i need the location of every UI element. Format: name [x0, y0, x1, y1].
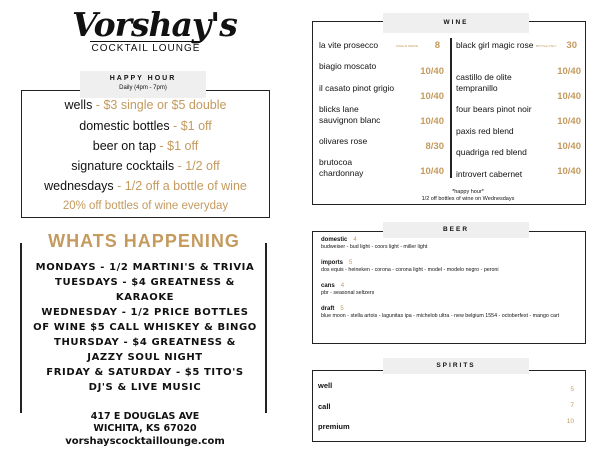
event-line: MONDAYS - 1/2 MARTINI'S & TRIVIA [35, 262, 255, 273]
beer-list: blue moon - stella artois - lagunitas ipa - michelob ultra - new belgium 1554 - octoberfest - mango cart [321, 313, 560, 319]
beer-category: draft 5 [321, 306, 344, 312]
spirit-price: 7 [570, 402, 574, 409]
wine-price: 10/40 [557, 91, 581, 102]
wine-divider [450, 38, 452, 178]
wine-name: castillo de olite tempranillo [456, 72, 512, 93]
happy-hour-item: signature cocktails - 1/2 off [71, 159, 220, 173]
beer-list: budweiser - bud light - coors light - miller light [321, 244, 428, 250]
wine-name: biagio moscato [319, 61, 377, 71]
event-line: OF WINE $5 CALL WHISKEY & BINGO [33, 322, 257, 333]
happy-hour-item: domestic bottles - $1 off [79, 119, 212, 133]
beer-category: imports 5 [321, 260, 353, 266]
spirit-name: premium [318, 422, 350, 431]
wine-price: 10/40 [420, 116, 444, 127]
wine-price: 10/40 [557, 116, 581, 127]
wine-title: WINE [383, 13, 529, 33]
event-line: JAZZY SOUL NIGHT [87, 352, 203, 363]
happy-hour-everyday: 20% off bottles of wine everyday [62, 200, 229, 212]
event-line: KARAOKE [115, 292, 175, 303]
wine-name: paxis red blend [456, 126, 514, 136]
spirits-box [312, 370, 586, 442]
event-line: THURSDAY - $4 GREATNESS & [54, 337, 236, 348]
wine-note-1: *happy hour* [452, 189, 484, 195]
wine-price: 10/40 [557, 141, 581, 152]
wine-name: olivares rose [319, 136, 368, 146]
whats-happening-title: WHATS HAPPENING [48, 231, 240, 251]
wine-name: black girl magic rose [456, 40, 534, 50]
happy-hour-title: HAPPY HOUR [109, 75, 177, 82]
beer-category: domestic 4 [321, 237, 357, 243]
spirit-name: well [318, 381, 333, 390]
happy-hour-item: beer on tap - $1 off [92, 139, 199, 153]
left-divider [20, 243, 22, 413]
wine-price: 10/40 [557, 166, 581, 177]
wine-price: 30 [566, 40, 577, 51]
wine-name: la vite prosecco [319, 40, 379, 50]
wine-name: introvert cabernet [456, 169, 523, 179]
event-line: TUESDAYS - $4 GREATNESS & [55, 277, 235, 288]
spirit-price: 5 [570, 386, 574, 393]
wine-price: 8 [434, 40, 440, 51]
address-line-1: 417 E DOUGLAS AVE [90, 411, 200, 422]
spirit-price: 10 [566, 418, 574, 425]
wine-name: brutocoa chardonnay [319, 157, 364, 178]
beer-list: pbr - seasonal seltzers [321, 290, 375, 296]
wine-price: 10/40 [557, 66, 581, 77]
spirit-name: call [318, 402, 331, 411]
beer-category: cans 4 [321, 283, 345, 289]
event-line: FRIDAY & SATURDAY - $5 TITO'S [46, 367, 244, 378]
address-line-2: WICHITA, KS 67020 [93, 423, 197, 434]
wine-price: 10/40 [420, 166, 444, 177]
wine-note-2: 1/2 off bottles of wine on Wednesdays [421, 196, 515, 202]
wine-price: 8/30 [425, 141, 444, 152]
beer-title: BEER [383, 222, 529, 238]
happy-hour-header [80, 71, 206, 98]
wine-price: 10/40 [420, 91, 444, 102]
wine-price: 10/40 [420, 66, 444, 77]
wine-name: four bears pinot noir [456, 104, 532, 114]
spirits-title: SPIRITS [383, 358, 529, 374]
wine-name: blicks lane sauvignon blanc [319, 104, 381, 125]
wine-tag: SINGLE SERVE [396, 44, 418, 48]
right-divider [265, 243, 267, 413]
beer-list: dos equis - heineken - corona - corona light - model - modelo negro - peroni [321, 267, 499, 273]
happy-hour-item: wells - $3 single or $5 double [64, 98, 227, 112]
website: vorshayscocktaillounge.com [65, 436, 225, 447]
event-line: WEDNESDAY - 1/2 PRICE BOTTLES [41, 307, 249, 318]
wine-name: il casato pinot grigio [319, 83, 395, 93]
logo-subtitle: COCKTAIL LOUNGE [91, 43, 201, 54]
happy-hour-time: Daily (4pm - 7pm) [119, 85, 167, 91]
event-line: DJ'S & LIVE MUSIC [88, 382, 202, 393]
logo-title: Vorshay's [72, 5, 237, 44]
wine-name: quadriga red blend [456, 147, 527, 157]
happy-hour-item: wednesdays - 1/2 off a bottle of wine [44, 179, 247, 193]
wine-tag: BOTTLE ONLY [536, 44, 557, 48]
